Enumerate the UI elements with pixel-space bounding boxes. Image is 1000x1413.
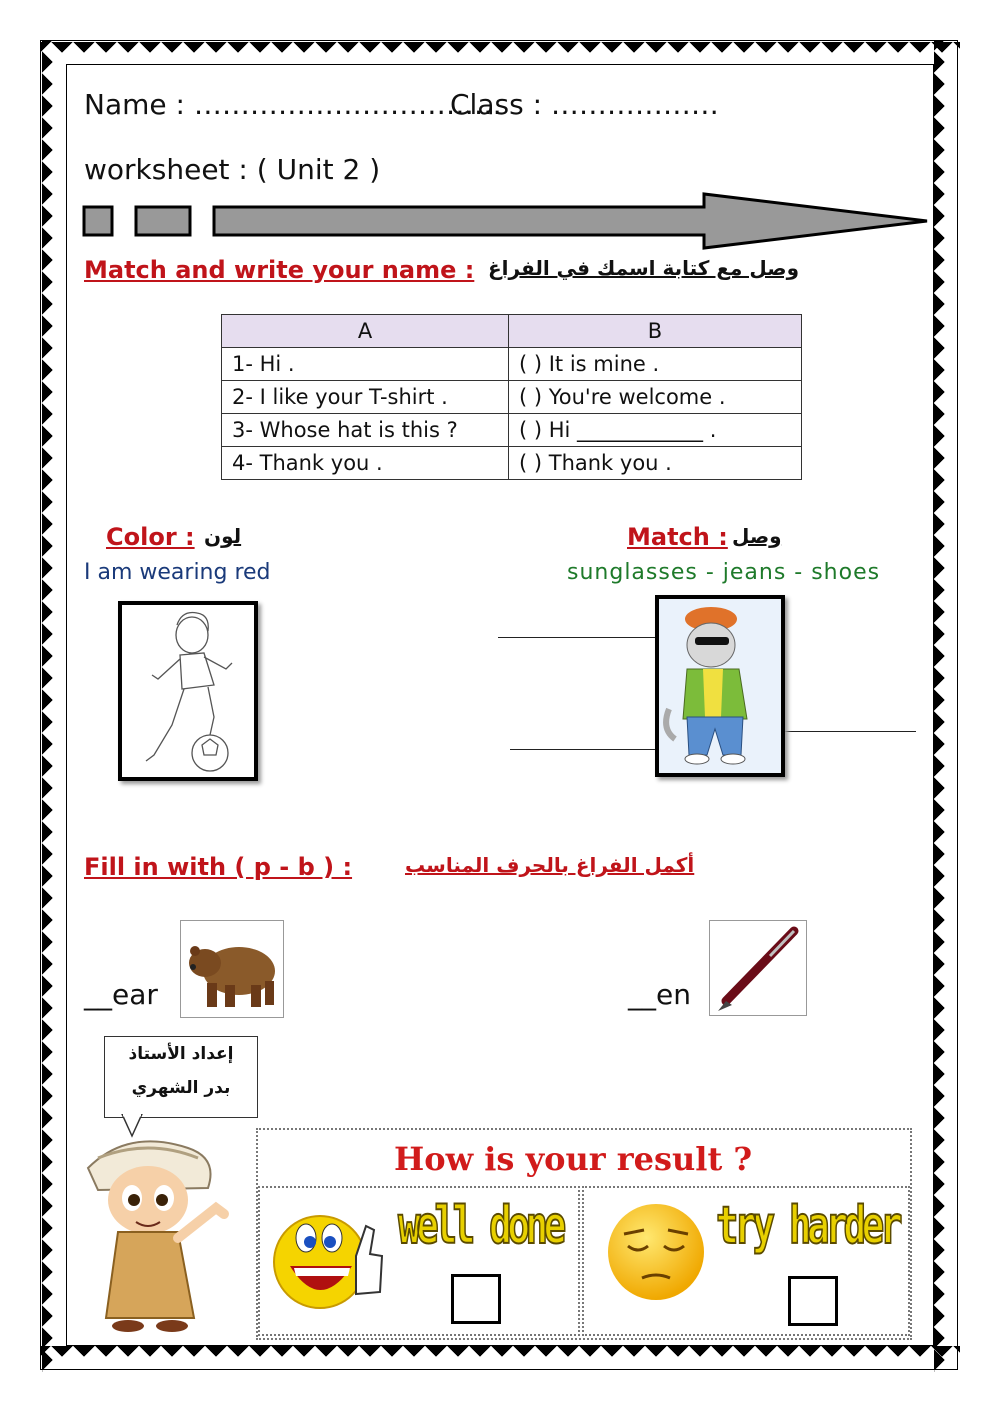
table-cell-a: 1- Hi .	[222, 348, 509, 381]
color-title-arabic: لون	[204, 524, 242, 548]
table-row	[222, 348, 802, 381]
table-cell-a: 4- Thank you .	[222, 447, 509, 480]
sad-face-icon	[604, 1200, 708, 1304]
table-row	[222, 447, 802, 480]
worksheet-title: worksheet : ( Unit 2 )	[84, 153, 381, 186]
try-harder-checkbox[interactable]	[788, 1276, 838, 1326]
table-cell-b[interactable]: ( ) Thank you .	[509, 447, 802, 480]
zigzag-border-right	[934, 40, 956, 1372]
fill-in-title: Fill in with ( p - b ) :	[84, 853, 353, 881]
author-speech-bubble	[104, 1036, 258, 1118]
author-line-1: إعداد الأستاذ	[128, 1044, 234, 1064]
answer-line-1[interactable]	[498, 637, 658, 638]
class-field[interactable]: Class : ………………	[450, 88, 719, 121]
bear-picture	[180, 920, 284, 1018]
color-instruction: I am wearing red	[84, 560, 271, 585]
zigzag-border-top	[40, 42, 960, 64]
column-header-b: B	[509, 315, 802, 348]
color-title: Color :	[106, 523, 195, 551]
match-write-title-arabic: وصل مع كتابة اسمك في الفراغ	[488, 256, 800, 280]
arrow-decoration	[82, 192, 932, 252]
soccer-boy-icon	[122, 605, 254, 777]
fill-in-title-arabic: أكمل الفراغ بالحرف المناسب	[405, 853, 695, 877]
table-cell-b[interactable]: ( ) It is mine .	[509, 348, 802, 381]
pen-picture	[709, 920, 807, 1016]
name-field[interactable]: Name : ……………………………	[84, 88, 502, 121]
column-header-a: A	[222, 315, 509, 348]
bear-icon	[181, 921, 283, 1017]
result-title: How is your result ?	[394, 1140, 753, 1178]
table-cell-a: 2- I like your T-shirt .	[222, 381, 509, 414]
zigzag-border-bottom	[40, 1346, 960, 1368]
author-name: بدر الشهري	[131, 1078, 231, 1098]
zigzag-border-left	[42, 40, 64, 1372]
word-pen-blank[interactable]: __en	[628, 978, 691, 1011]
laughing-smiley-icon	[270, 1196, 390, 1322]
cat-wearing-clothes-icon	[659, 599, 781, 773]
match-title: Match :	[627, 523, 728, 551]
table-header-row	[222, 315, 802, 348]
cat-picture[interactable]	[655, 595, 785, 777]
table-row	[222, 381, 802, 414]
table-cell-a: 3- Whose hat is this ?	[222, 414, 509, 447]
table-cell-b[interactable]: ( ) You're welcome .	[509, 381, 802, 414]
pen-icon	[710, 921, 806, 1015]
match-word-list: sunglasses - jeans - shoes	[567, 560, 881, 585]
soccer-boy-picture[interactable]	[118, 601, 258, 781]
well-done-checkbox[interactable]	[451, 1274, 501, 1324]
match-title-arabic: وصل	[732, 524, 782, 548]
table-row	[222, 414, 802, 447]
well-done-label: well done	[398, 1196, 562, 1256]
match-write-title: Match and write your name :	[84, 256, 475, 284]
table-cell-b[interactable]: ( ) Hi ____________ .	[509, 414, 802, 447]
cartoon-boy-icon	[68, 1128, 240, 1340]
match-table	[221, 314, 802, 480]
word-bear-blank[interactable]: __ear	[84, 978, 158, 1011]
try-harder-label: try harder	[716, 1196, 899, 1256]
